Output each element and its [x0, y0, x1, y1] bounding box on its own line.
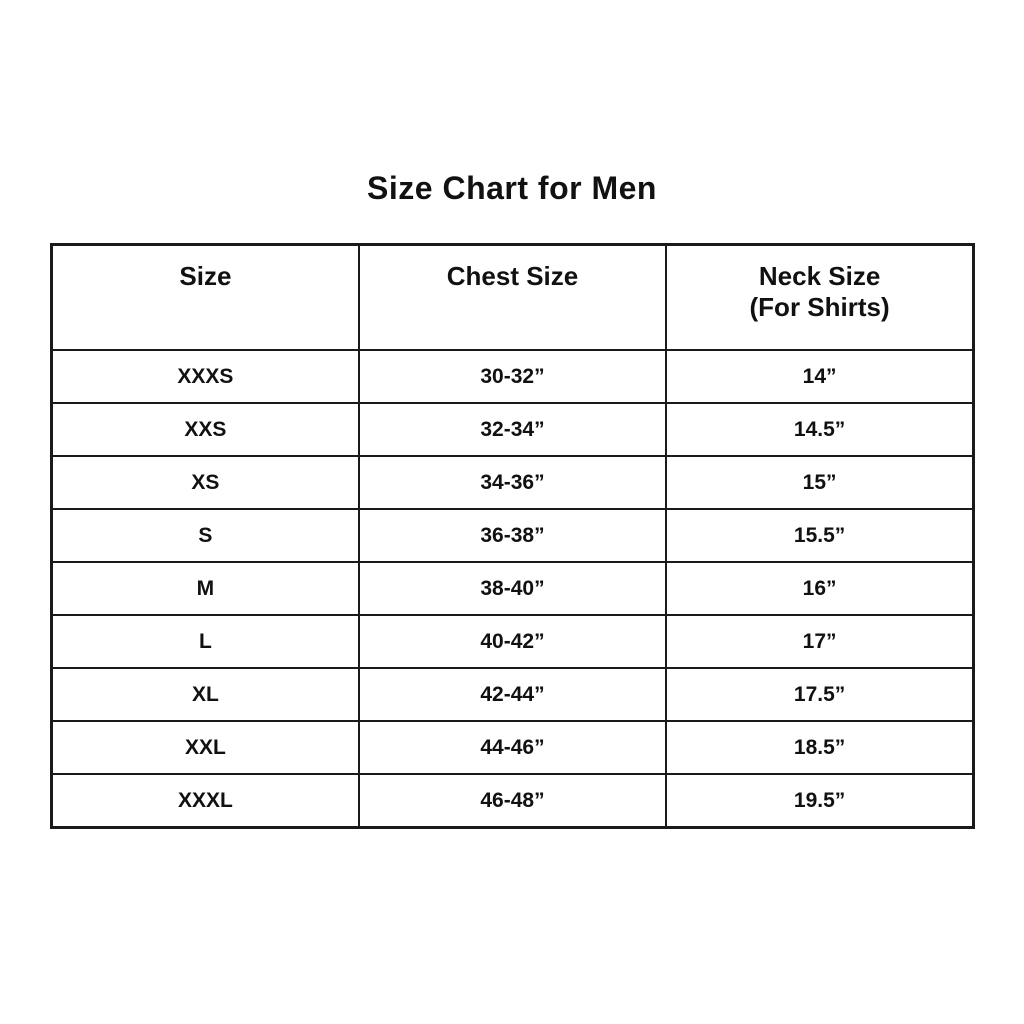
- table-row: [52, 456, 974, 509]
- size-cell: XXL: [52, 721, 359, 774]
- size-cell: M: [52, 562, 359, 615]
- header-chest-size: [359, 245, 666, 351]
- table-row: [52, 668, 974, 721]
- chest-cell: 36-38”: [359, 509, 666, 562]
- size-cell: XL: [52, 668, 359, 721]
- neck-cell: 17.5”: [666, 668, 973, 721]
- neck-cell: 14.5”: [666, 403, 973, 456]
- header-neck-size-label: Neck Size: [758, 261, 881, 291]
- neck-cell: 16”: [666, 562, 973, 615]
- chest-cell: 32-34”: [359, 403, 666, 456]
- header-neck-size-sublabel: (For Shirts): [749, 292, 890, 322]
- chest-cell: 40-42”: [359, 615, 666, 668]
- header-row: [52, 245, 974, 351]
- page-title: Size Chart for Men: [367, 170, 657, 206]
- chest-cell: 38-40”: [359, 562, 666, 615]
- size-cell: S: [52, 509, 359, 562]
- neck-cell: 15.5”: [666, 509, 973, 562]
- size-cell: XXXS: [52, 350, 359, 403]
- size-cell: XS: [52, 456, 359, 509]
- chest-cell: 34-36”: [359, 456, 666, 509]
- neck-cell: 18.5”: [666, 721, 973, 774]
- chest-cell: 42-44”: [359, 668, 666, 721]
- size-cell: L: [52, 615, 359, 668]
- size-cell: XXS: [52, 403, 359, 456]
- size-chart-body: [52, 350, 974, 828]
- table-row: [52, 721, 974, 774]
- neck-cell: 15”: [666, 456, 973, 509]
- table-row: [52, 615, 974, 668]
- chest-cell: 46-48”: [359, 774, 666, 828]
- neck-cell: 14”: [666, 350, 973, 403]
- neck-cell: 17”: [666, 615, 973, 668]
- size-chart-header: [52, 245, 974, 351]
- header-size-label: Size: [179, 261, 232, 291]
- chest-cell: 30-32”: [359, 350, 666, 403]
- neck-cell: 19.5”: [666, 774, 973, 828]
- table-row: [52, 350, 974, 403]
- header-neck-size: [666, 245, 973, 351]
- table-row: [52, 774, 974, 828]
- size-chart-table: [50, 243, 975, 829]
- chest-cell: 44-46”: [359, 721, 666, 774]
- size-cell: XXXL: [52, 774, 359, 828]
- header-size: [52, 245, 359, 351]
- table-row: [52, 509, 974, 562]
- table-row: [52, 562, 974, 615]
- table-row: [52, 403, 974, 456]
- header-chest-size-label: Chest Size: [446, 261, 579, 291]
